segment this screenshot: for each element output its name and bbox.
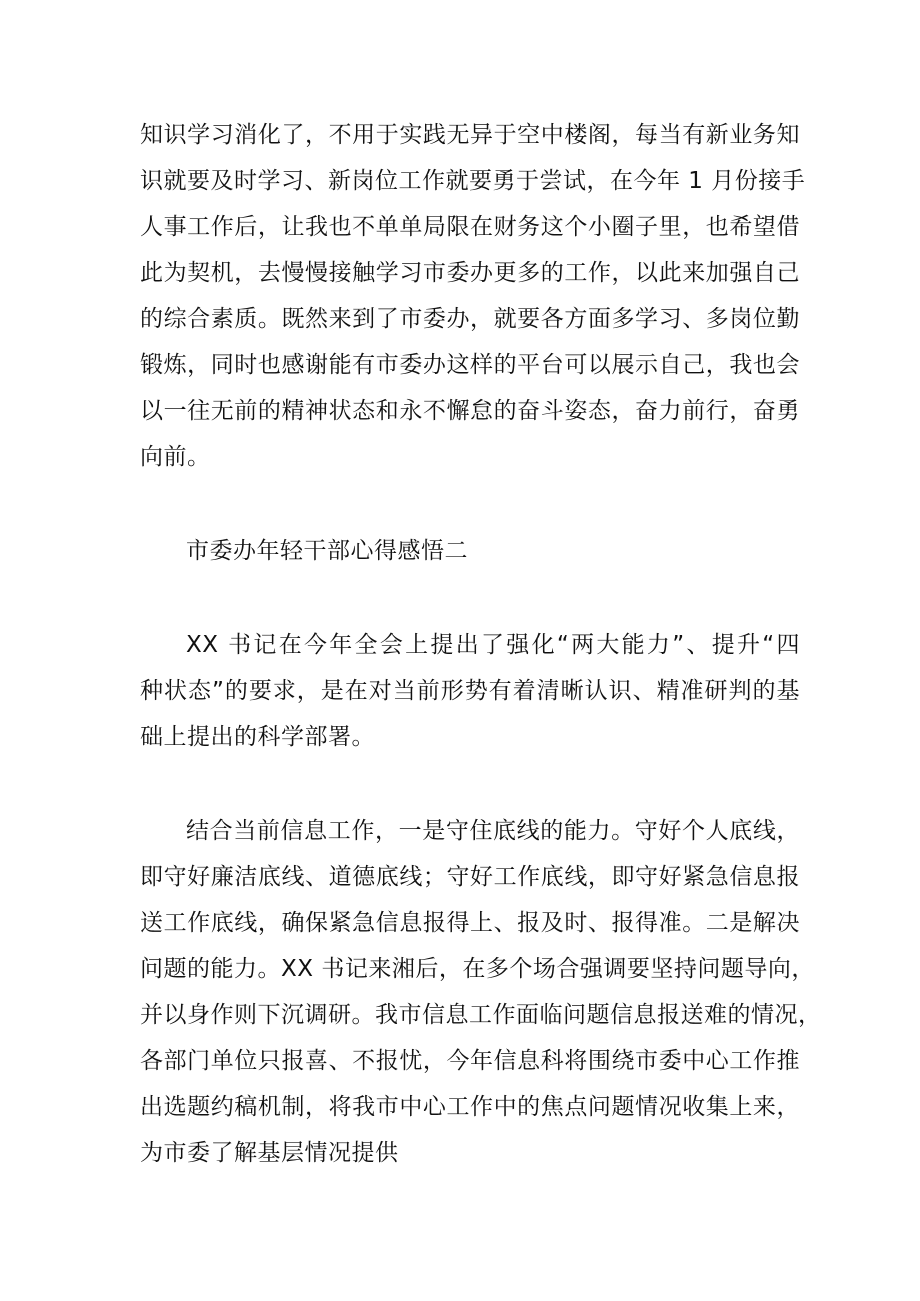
text-line: 送工作底线，确保紧急信息报得上、报及时、报得准。二是解决 — [140, 910, 800, 936]
paragraph-continuation — [140, 112, 806, 480]
document-body — [140, 112, 822, 1176]
text-line: 锻炼，同时也感谢能有市委办这样的平台可以展示自己，我也会 — [140, 352, 800, 378]
text-line: 出选题约稿机制，将我市中心工作中的焦点问题情况收集上来， — [140, 1094, 800, 1120]
paragraph-gap — [140, 760, 800, 808]
text-line: 种状态”的要求，是在对当前形势有着清晰认识、精准研判的基 — [140, 678, 800, 704]
text-line: 的综合素质。既然来到了市委办，就要各方面多学习、多岗位勤 — [140, 306, 800, 332]
section-heading — [140, 528, 800, 574]
text-line: 识就要及时学习、新岗位工作就要勇于尝试，在今年 1 月份接手 — [140, 168, 806, 194]
text-line: 向前。 — [140, 444, 211, 470]
text-line: 础上提出的科学部署。 — [140, 724, 375, 750]
text-line: 结合当前信息工作，一是守住底线的能力。守好个人底线， — [186, 818, 800, 844]
paragraph — [140, 622, 800, 760]
text-line: 此为契机，去慢慢接触学习市委办更多的工作，以此来加强自己 — [140, 260, 800, 286]
text-line: 即守好廉洁底线、道德底线；守好工作底线，即守好紧急信息报 — [140, 864, 800, 890]
text-line: 人事工作后，让我也不单单局限在财务这个小圈子里，也希望借 — [140, 214, 800, 240]
text-line: XX 书记在今年全会上提出了强化“两大能力”、提升“四 — [186, 632, 800, 658]
text-line: 各部门单位只报喜、不报忧，今年信息科将围绕市委中心工作推 — [140, 1048, 800, 1074]
text-line: 问题的能力。XX 书记来湘后，在多个场合强调要坚持问题导向， — [140, 956, 815, 982]
paragraph-gap — [140, 480, 800, 528]
text-line: 以一往无前的精神状态和永不懈怠的奋斗姿态，奋力前行，奋勇 — [140, 398, 800, 424]
paragraph-gap — [140, 574, 800, 622]
text-line: 知识学习消化了，不用于实践无异于空中楼阁，每当有新业务知 — [140, 122, 800, 148]
text-line: 并以身作则下沉调研。我市信息工作面临问题信息报送难的情况， — [140, 1002, 822, 1028]
paragraph — [140, 808, 822, 1176]
text-line: 为市委了解基层情况提供 — [140, 1140, 399, 1166]
heading-line: 市委办年轻干部心得感悟二 — [186, 538, 468, 564]
